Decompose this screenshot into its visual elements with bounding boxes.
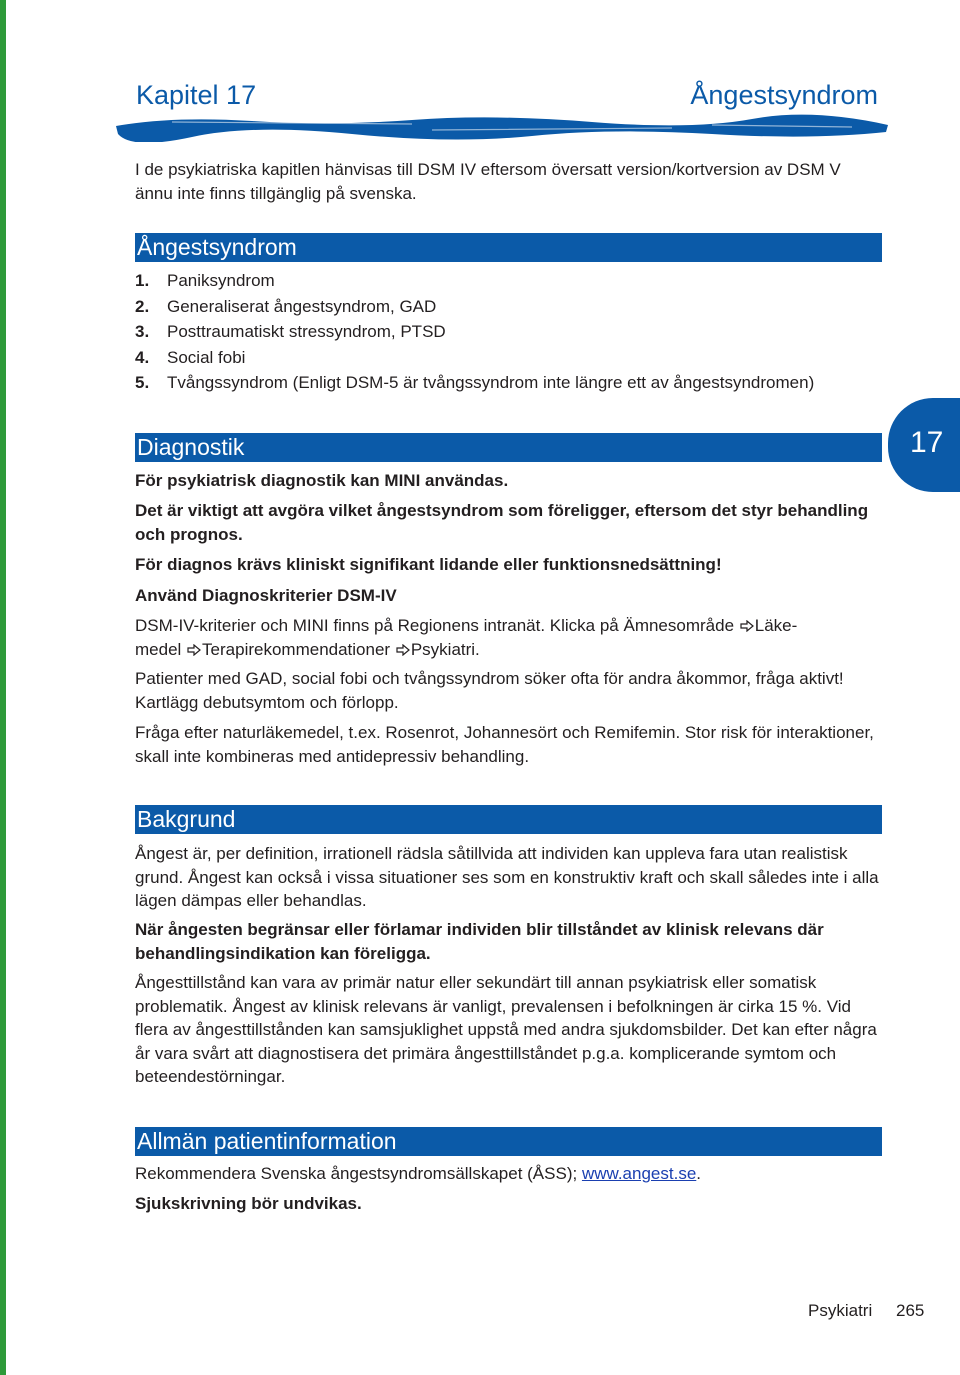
angest-link[interactable]: www.angest.se xyxy=(581,1164,697,1183)
list-item: 5. Tvångssyndrom (Enligt DSM-5 är tvångssyndrom inte längre ett av ångestsyndromen) xyxy=(135,373,815,393)
list-item: 3. Posttraumatiskt stressyndrom, PTSD xyxy=(135,322,446,342)
chapter-title: Ångestsyndrom xyxy=(690,80,878,110)
diagnostik-requirement: För diagnos krävs kliniskt signifikant lidande eller funktionsnedsättning! xyxy=(135,555,722,574)
side-color-bar xyxy=(0,0,6,1375)
diagnostik-natural-remedies: Fråga efter naturläkemedel, t.ex. Rosenrot, Johannesört och Remifemin. Stor risk för interaktioner, skall inte kombineras med antidepressiv behandling. xyxy=(135,723,874,766)
list-item: 4. Social fobi xyxy=(135,347,246,367)
list-item: 1. Paniksyndrom xyxy=(135,271,275,290)
intro-text: I de psykiatriska kapitlen hänvisas till DSM IV eftersom översatt version/kortversion av DSM V ännu inte finns tillgänglig på svenska. xyxy=(135,160,841,203)
outline-right-arrow-icon xyxy=(396,644,410,656)
allman-sick-leave: Sjukskrivning bör undvikas. xyxy=(135,1194,362,1213)
diagnostik-criteria: Använd Diagnoskriterier DSM-IV xyxy=(135,586,397,605)
footer-section-label: Psykiatri xyxy=(808,1301,873,1320)
chapter-label: Kapitel 17 xyxy=(136,80,257,110)
page-number: 265 xyxy=(896,1301,925,1320)
outline-right-arrow-icon xyxy=(187,644,201,656)
list-item: 2. Generaliserat ångestsyndrom, GAD xyxy=(135,296,437,316)
section-heading-angestsyndrom: Ångestsyndrom xyxy=(135,233,882,262)
diagnostik-patients: Patienter med GAD, social fobi och tvångssyndrom söker ofta för andra åkommor, fråga aktivt! Kartlägg debutsymtom och förlopp. xyxy=(135,669,844,712)
chapter-tab xyxy=(888,398,960,492)
syndrome-list xyxy=(135,268,814,396)
diagnostik-mini: För psykiatrisk diagnostik kan MINI användas. xyxy=(135,471,509,490)
diagnostik-importance: Det är viktigt att avgöra vilket ångestsyndrom som föreligger, eftersom det styr behandling och prognos. xyxy=(135,501,869,544)
allman-recommendation: Rekommendera Svenska ångestsyndromsällskapet (ÅSS); www.angest.se. xyxy=(135,1164,702,1183)
section-heading-allman: Allmän patientinformation xyxy=(135,1127,882,1156)
outline-right-arrow-icon xyxy=(740,620,754,632)
brush-stroke-divider xyxy=(112,112,892,142)
chapter-tab-number: 17 xyxy=(910,426,944,459)
bakgrund-clinical-relevance: När ångesten begränsar eller förlamar individen blir tillståndet av klinisk relevans där behandlingsindikation kan föreligga. xyxy=(135,920,824,963)
section-heading-diagnostik: Diagnostik xyxy=(135,433,882,462)
bakgrund-prevalence: Ångesttillstånd kan vara av primär natur eller sekundärt till annan psykiatrisk eller somatisk problematik. Ångest av klinisk relevans är vanligt, prevalensen i befolkningen är cirka 15 %. Vid flera av ångesttillstånden kan samsjuklighet uppstå med andra sjukdomsbilder. Det kan efter några år vara svårt att diagnostisera det primära ångesttillståndet p.g.a. komplicerande symtom och beteendestörningar. xyxy=(135,973,877,1086)
bakgrund-definition: Ångest är, per definition, irrationell rädsla såtillvida att individen kan uppleva fara utan realistisk grund. Ångest kan också i vissa situationer ses som en konstruktiv kraft och skall således inte i alla lägen dämpas eller behandlas. xyxy=(135,844,879,910)
section-heading-bakgrund: Bakgrund xyxy=(135,805,882,834)
diagnostik-intranet: DSM-IV-kriterier och MINI finns på Regionens intranät. Klicka på Ämnesområde Läke- medel Terapirekommendationer Psykiatri. xyxy=(135,616,798,659)
